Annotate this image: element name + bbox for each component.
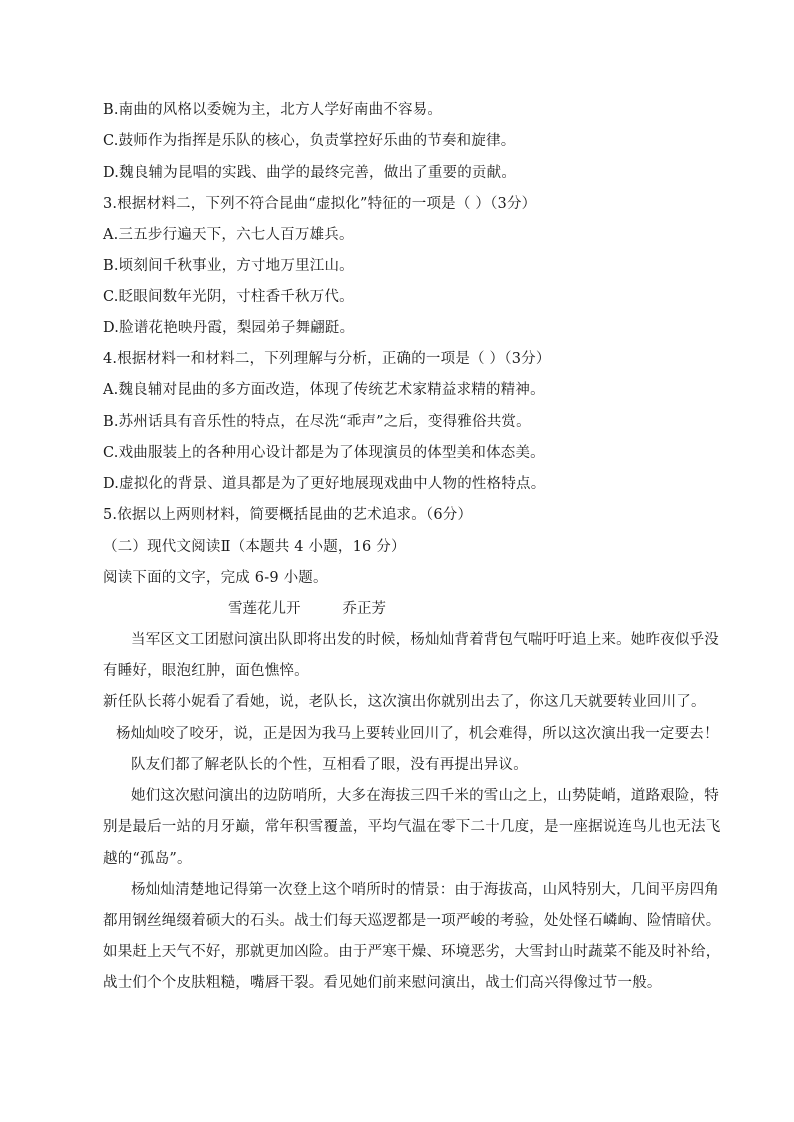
paragraph-line: 新任队长蒋小妮看了看她，说，老队长，这次演出你就别出去了，你这几天就要转业回川了。 <box>103 694 706 710</box>
question-3-option-c: C.眨眼间数年光阴，寸柱香千秋万代。 <box>103 289 354 305</box>
section-instruction: 阅读下面的文字，完成 6-9 小题。 <box>103 570 328 586</box>
section-heading: （二）现代文阅读Ⅱ（本题共 4 小题，16 分） <box>103 539 406 555</box>
paragraph-line: 她们这次慰问演出的边防哨所，大多在海拔三四千米的雪山之上，山势陡峭，道路艰险，特 <box>131 788 719 804</box>
paragraph-line: 杨灿灿咬了咬牙，说，正是因为我马上要转业回川了，机会难得，所以这次演出我一定要去！ <box>116 726 719 742</box>
option-c-line: C.鼓师作为指挥是乐队的核心，负责掌控好乐曲的节奏和旋律。 <box>103 133 516 149</box>
question-3-option-a: A.三五步行遍天下，六七人百万雄兵。 <box>103 227 354 243</box>
question-3-option-b: B.顷刻间千秋事业，方寸地万里江山。 <box>103 258 354 274</box>
paragraph-line: 杨灿灿清楚地记得第一次登上这个哨所时的情景：由于海拔高，山风特别大，几间平房四角 <box>131 882 719 898</box>
paragraph-line: 越的“孤岛”。 <box>103 851 192 867</box>
question-3-stem: 3.根据材料二，下列不符合昆曲“虚拟化”特征的一项是（ ）（3分） <box>103 196 537 212</box>
question-4-option-a: A.魏良辅对昆曲的多方面改造，体现了传统艺术家精益求精的精神。 <box>103 382 545 398</box>
option-b-line: B.南曲的风格以委婉为主，北方人学好南曲不容易。 <box>103 102 443 118</box>
question-5-stem: 5.依据以上两则材料，简要概括昆曲的艺术追求。（6分） <box>103 507 473 523</box>
paragraph-line: 当军区文工团慰问演出队即将出发的时候，杨灿灿背着背包气喘吁吁追上来。她昨夜似乎没 <box>131 632 719 648</box>
paragraph-line: 战士们个个皮肤粗糙，嘴唇干裂。看见她们前来慰问演出，战士们高兴得像过节一般。 <box>103 975 662 991</box>
question-4-stem: 4.根据材料一和材料二，下列理解与分析，正确的一项是（ ）（3分） <box>103 351 551 367</box>
option-d-line: D.魏良辅为昆唱的实践、曲学的最终完善，做出了重要的贡献。 <box>103 165 517 181</box>
paragraph-line: 都用钢丝绳缀着硕大的石头。战士们每天巡逻都是一项严峻的考验，处处怪石嶙峋、险情暗伏。 <box>103 913 721 929</box>
paragraph-line: 队友们都了解老队长的个性，互相看了眼，没有再提出异议。 <box>131 757 528 773</box>
question-4-option-d: D.虚拟化的背景、道具都是为了更好地展现戏曲中人物的性格特点。 <box>103 476 546 492</box>
question-3-option-d: D.脸谱花艳映丹霞，梨园弟子舞翩跹。 <box>103 320 355 336</box>
question-4-option-c: C.戏曲服装上的各种用心设计都是为了体现演员的体型美和体态美。 <box>103 445 545 461</box>
story-author: 乔正芳 <box>342 601 386 617</box>
question-4-option-b: B.苏州话具有音乐性的特点，在尽洗“乖声”之后，变得雅俗共赏。 <box>103 414 531 430</box>
story-title: 雪莲花儿开 <box>228 601 301 617</box>
paragraph-line: 别是最后一站的月牙巅，常年积雪覆盖，平均气温在零下二十几度，是一座据说连鸟儿也无法飞 <box>103 819 721 835</box>
story-title-line <box>228 599 386 619</box>
paragraph-line: 如果赶上天气不好，那就更加凶险。由于严寒干燥、环境恶劣，大雪封山时蔬菜不能及时补给， <box>103 944 721 960</box>
paragraph-line: 有睡好，眼泡红肿，面色憔悴。 <box>103 663 309 679</box>
